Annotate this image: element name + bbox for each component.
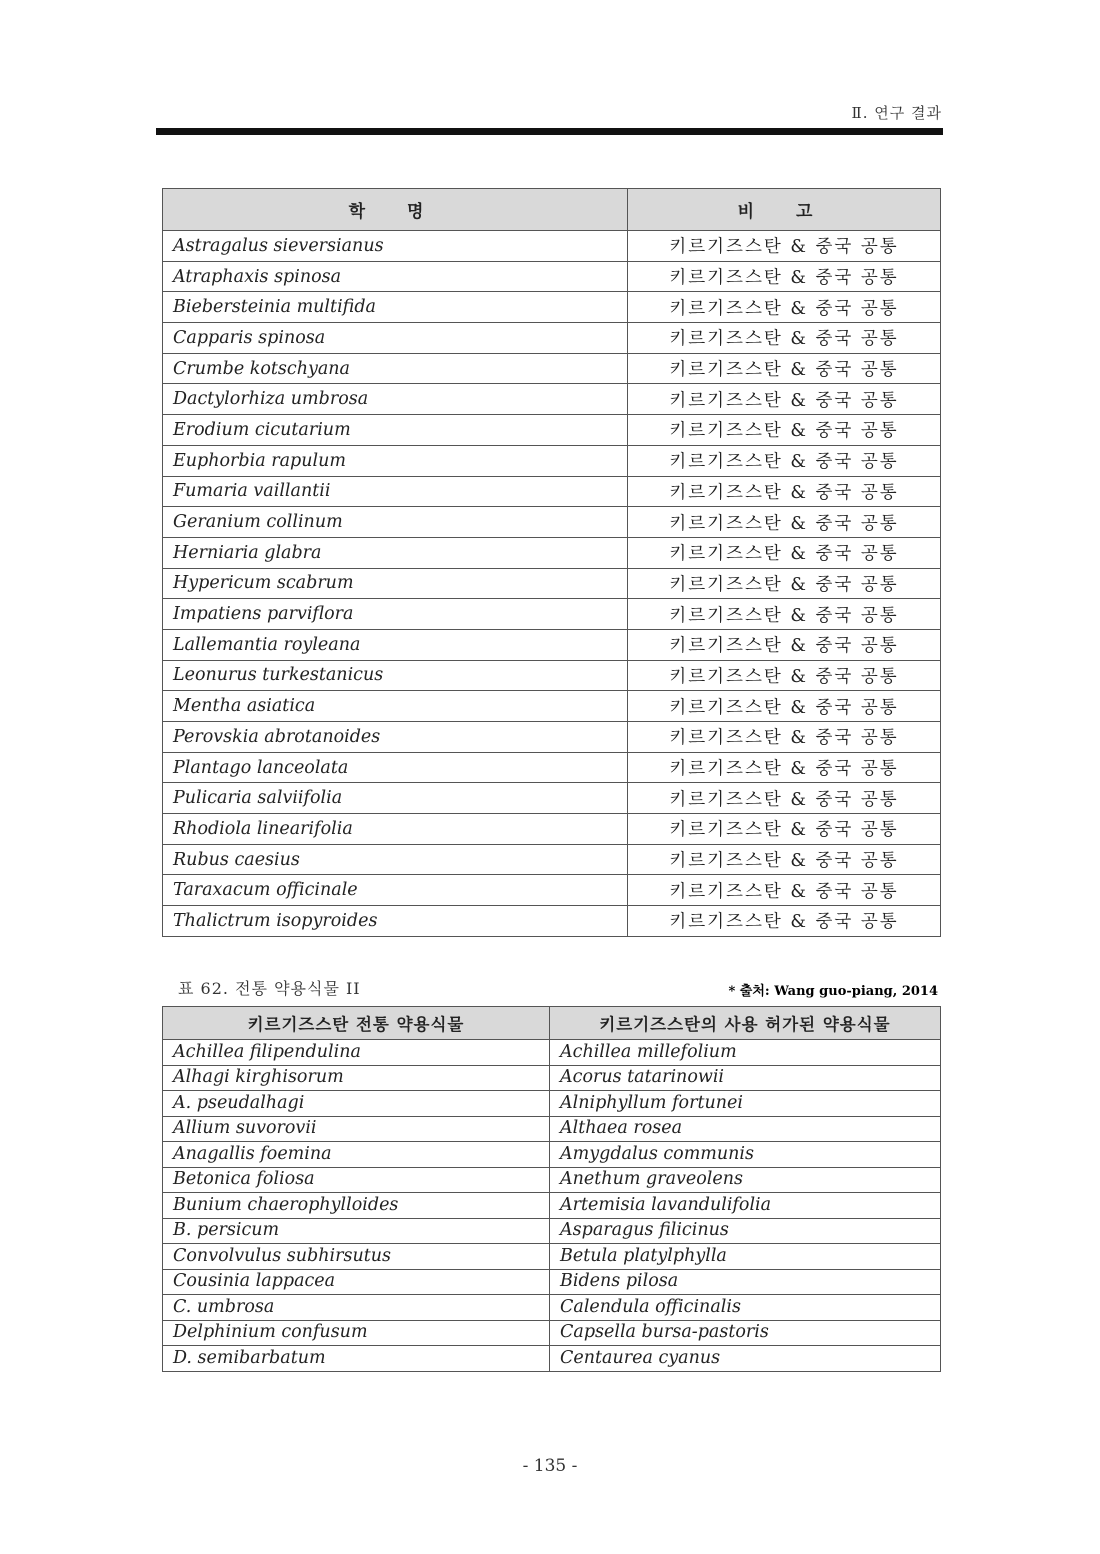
- source-note: * 출처: Wang guo-piang, 2014: [728, 984, 938, 999]
- approved-plant-cell: Amygdalus communis: [550, 1142, 941, 1168]
- table-row: [163, 537, 941, 568]
- traditional-plant-cell: Cousinia lappacea: [163, 1269, 550, 1295]
- approved-plant-cell: Anethum graveolens: [550, 1167, 941, 1193]
- traditional-plant-cell: Anagallis foemina: [163, 1142, 550, 1168]
- scientific-name-cell: Impatiens parviflora: [163, 599, 628, 630]
- traditional-plant-cell: C. umbrosa: [163, 1295, 550, 1321]
- approved-plant-cell: Centaurea cyanus: [550, 1346, 941, 1372]
- table-row: [163, 599, 941, 630]
- species-table: [162, 188, 941, 937]
- approved-plant-cell: Acorus tatarinowii: [550, 1065, 941, 1091]
- approved-plant-cell: Calendula officinalis: [550, 1295, 941, 1321]
- remarks-cell: 키르기즈스탄 & 중국 공통: [628, 476, 941, 507]
- column-header-scientific-name: 학 명: [163, 189, 628, 231]
- remarks-cell: 키르기즈스탄 & 중국 공통: [628, 353, 941, 384]
- table-row: [163, 722, 941, 753]
- scientific-name-cell: Rhodiola linearifolia: [163, 814, 628, 845]
- traditional-plant-cell: D. semibarbatum: [163, 1346, 550, 1372]
- approved-plant-cell: Asparagus filicinus: [550, 1218, 941, 1244]
- running-header: Ⅱ. 연구 결과: [851, 104, 942, 122]
- table-row: [163, 261, 941, 292]
- remarks-cell: 키르기즈스탄 & 중국 공통: [628, 231, 941, 262]
- table-row: [163, 906, 941, 937]
- table-row: [163, 445, 941, 476]
- approved-plant-cell: Artemisia lavandulifolia: [550, 1193, 941, 1219]
- approved-plant-cell: Achillea millefolium: [550, 1040, 941, 1066]
- medicinal-plants-table: [162, 1006, 941, 1372]
- traditional-plant-cell: Bunium chaerophylloides: [163, 1193, 550, 1219]
- remarks-cell: 키르기즈스탄 & 중국 공통: [628, 875, 941, 906]
- table-row: [163, 629, 941, 660]
- remarks-cell: 키르기즈스탄 & 중국 공통: [628, 722, 941, 753]
- scientific-name-cell: Hypericum scabrum: [163, 568, 628, 599]
- scientific-name-cell: Erodium cicutarium: [163, 415, 628, 446]
- traditional-plant-cell: B. persicum: [163, 1218, 550, 1244]
- remarks-cell: 키르기즈스탄 & 중국 공통: [628, 629, 941, 660]
- remarks-cell: 키르기즈스탄 & 중국 공통: [628, 537, 941, 568]
- remarks-cell: 키르기즈스탄 & 중국 공통: [628, 445, 941, 476]
- table-header-row: [163, 189, 941, 231]
- traditional-plant-cell: Convolvulus subhirsutus: [163, 1244, 550, 1270]
- table-row: [163, 875, 941, 906]
- scientific-name-cell: Atraphaxis spinosa: [163, 261, 628, 292]
- scientific-name-cell: Fumaria vaillantii: [163, 476, 628, 507]
- scientific-name-cell: Capparis spinosa: [163, 323, 628, 354]
- scientific-name-cell: Leonurus turkestanicus: [163, 660, 628, 691]
- table-row: [163, 507, 941, 538]
- remarks-cell: 키르기즈스탄 & 중국 공통: [628, 752, 941, 783]
- table-row: [163, 1320, 941, 1346]
- table-row: [163, 844, 941, 875]
- remarks-cell: 키르기즈스탄 & 중국 공통: [628, 568, 941, 599]
- remarks-cell: 키르기즈스탄 & 중국 공통: [628, 660, 941, 691]
- table-row: [163, 384, 941, 415]
- table-row: [163, 1142, 941, 1168]
- table-row: [163, 1193, 941, 1219]
- table-caption: 표 62. 전통 약용식물 II: [178, 979, 361, 998]
- scientific-name-cell: Biebersteinia multifida: [163, 292, 628, 323]
- scientific-name-cell: Thalictrum isopyroides: [163, 906, 628, 937]
- table-row: [163, 1040, 941, 1066]
- traditional-plant-cell: Alhagi kirghisorum: [163, 1065, 550, 1091]
- scientific-name-cell: Perovskia abrotanoides: [163, 722, 628, 753]
- table-row: [163, 476, 941, 507]
- table-row: [163, 1295, 941, 1321]
- column-header-remarks: 비 고: [628, 189, 941, 231]
- scientific-name-cell: Euphorbia rapulum: [163, 445, 628, 476]
- remarks-cell: 키르기즈스탄 & 중국 공통: [628, 691, 941, 722]
- remarks-cell: 키르기즈스탄 & 중국 공통: [628, 415, 941, 446]
- table-row: [163, 292, 941, 323]
- table-row: [163, 1244, 941, 1270]
- scientific-name-cell: Plantago lanceolata: [163, 752, 628, 783]
- remarks-cell: 키르기즈스탄 & 중국 공통: [628, 814, 941, 845]
- table-row: [163, 814, 941, 845]
- remarks-cell: 키르기즈스탄 & 중국 공통: [628, 599, 941, 630]
- remarks-cell: 키르기즈스탄 & 중국 공통: [628, 261, 941, 292]
- table-row: [163, 783, 941, 814]
- scientific-name-cell: Taraxacum officinale: [163, 875, 628, 906]
- remarks-cell: 키르기즈스탄 & 중국 공통: [628, 906, 941, 937]
- table-row: [163, 1116, 941, 1142]
- traditional-plant-cell: Delphinium confusum: [163, 1320, 550, 1346]
- table-row: [163, 1091, 941, 1117]
- scientific-name-cell: Rubus caesius: [163, 844, 628, 875]
- traditional-plant-cell: Allium suvorovii: [163, 1116, 550, 1142]
- scientific-name-cell: Herniaria glabra: [163, 537, 628, 568]
- scientific-name-cell: Pulicaria salviifolia: [163, 783, 628, 814]
- traditional-plant-cell: A. pseudalhagi: [163, 1091, 550, 1117]
- table-row: [163, 231, 941, 262]
- remarks-cell: 키르기즈스탄 & 중국 공통: [628, 844, 941, 875]
- approved-plant-cell: Capsella bursa-pastoris: [550, 1320, 941, 1346]
- table-row: [163, 1167, 941, 1193]
- scientific-name-cell: Astragalus sieversianus: [163, 231, 628, 262]
- table-row: [163, 1346, 941, 1372]
- scientific-name-cell: Crumbe kotschyana: [163, 353, 628, 384]
- traditional-plant-cell: Achillea filipendulina: [163, 1040, 550, 1066]
- page-number: - 135 -: [522, 1456, 578, 1476]
- remarks-cell: 키르기즈스탄 & 중국 공통: [628, 292, 941, 323]
- approved-plant-cell: Betula platylphylla: [550, 1244, 941, 1270]
- remarks-cell: 키르기즈스탄 & 중국 공통: [628, 783, 941, 814]
- table-row: [163, 660, 941, 691]
- approved-plant-cell: Althaea rosea: [550, 1116, 941, 1142]
- scientific-name-cell: Geranium collinum: [163, 507, 628, 538]
- table-row: [163, 415, 941, 446]
- remarks-cell: 키르기즈스탄 & 중국 공통: [628, 323, 941, 354]
- table-row: [163, 568, 941, 599]
- approved-plant-cell: Alniphyllum fortunei: [550, 1091, 941, 1117]
- approved-plant-cell: Bidens pilosa: [550, 1269, 941, 1295]
- table-row: [163, 1269, 941, 1295]
- scientific-name-cell: Lallemantia royleana: [163, 629, 628, 660]
- column-header-traditional: 키르기즈스탄 전통 약용식물: [163, 1007, 550, 1040]
- table-row: [163, 1065, 941, 1091]
- table-row: [163, 323, 941, 354]
- remarks-cell: 키르기즈스탄 & 중국 공통: [628, 507, 941, 538]
- header-rule: [156, 128, 943, 135]
- table-row: [163, 752, 941, 783]
- table-row: [163, 1218, 941, 1244]
- table-header-row: [163, 1007, 941, 1040]
- scientific-name-cell: Mentha asiatica: [163, 691, 628, 722]
- column-header-approved: 키르기즈스탄의 사용 허가된 약용식물: [550, 1007, 941, 1040]
- scientific-name-cell: Dactylorhiza umbrosa: [163, 384, 628, 415]
- traditional-plant-cell: Betonica foliosa: [163, 1167, 550, 1193]
- table-row: [163, 353, 941, 384]
- table-row: [163, 691, 941, 722]
- remarks-cell: 키르기즈스탄 & 중국 공통: [628, 384, 941, 415]
